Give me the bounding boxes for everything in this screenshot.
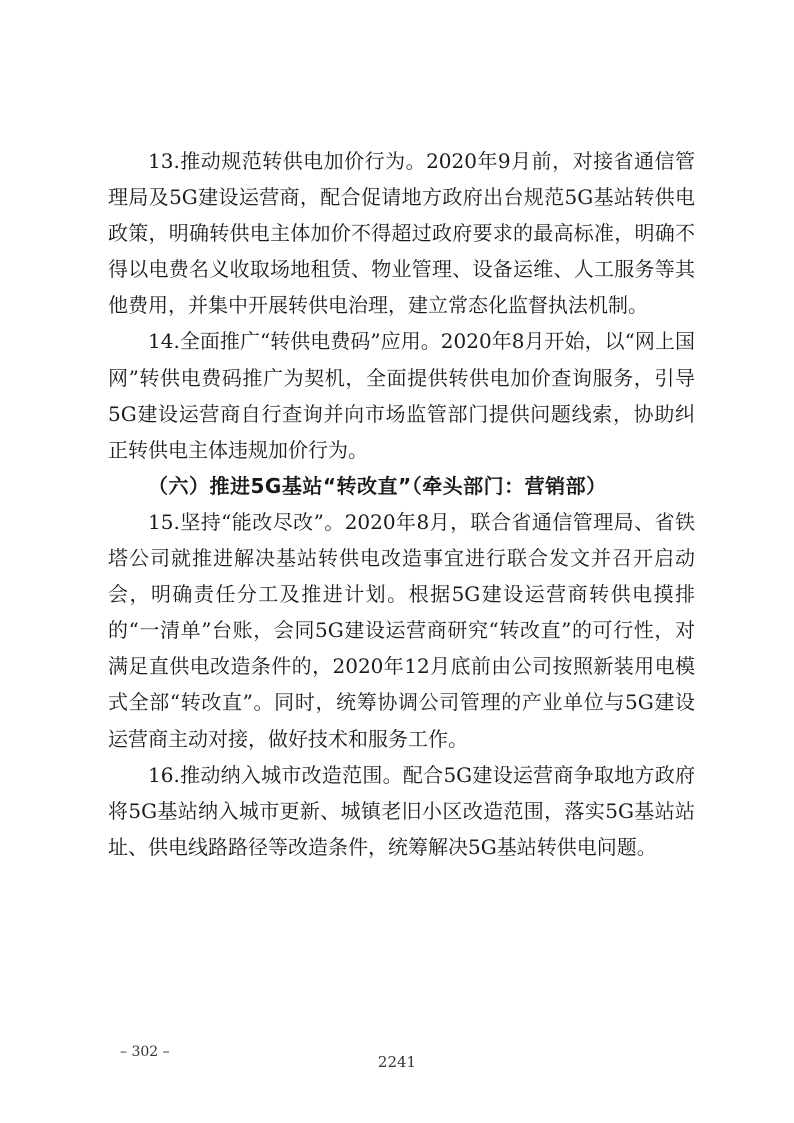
document-body — [108, 143, 695, 865]
section-heading-6: （六）推进5G基站“转改直”（牵头部门：营销部） — [148, 473, 607, 498]
page-number: – 302 – — [120, 1044, 170, 1060]
paragraph-13: 13.推动规范转供电加价行为。2020年9月前，对接省通信管理局及5G建设运营商，配合促请地方政府出台规范5G基站转供电政策，明确转供电主体加价不得超过政府要求的最高标准，明确不得以电费名义收取场地租赁、物业管理、设备运维、人工服务等其他费用，并集中开展转供电治理，建立常态化监督执法机制。 — [108, 149, 695, 318]
stamp-number: 2241 — [377, 1053, 417, 1071]
paragraph-14: 14.全面推广“转供电费码”应用。2020年8月开始，以“网上国网”转供电费码推广为契机，全面提供转供电加价查询服务，引导5G建设运营商自行查询并向市场监管部门提供问题线索，协助纠正转供电主体违规加价行为。 — [108, 329, 695, 462]
paragraph-16: 16.推动纳入城市改造范围。配合5G建设运营商争取地方政府将5G基站纳入城市更新、城镇老旧小区改造范围，落实5G基站站址、供电线路路径等改造条件，统筹解决5G基站转供电问题。 — [108, 762, 695, 859]
paragraph-15: 15.坚持“能改尽改”。2020年8月，联合省通信管理局、省铁塔公司就推进解决基站转供电改造事宜进行联合发文并召开启动会，明确责任分工及推进计划。根据5G建设运营商转供电摸排的“一清单”台账，会同5G建设运营商研究“转改直”的可行性，对满足直供电改造条件的，2020年12月底前由公司按照新装用电模式全部“转改直”。同时，统筹协调公司管理的产业单位与5G建设运营商主动对接，做好技术和服务工作。 — [108, 509, 695, 751]
